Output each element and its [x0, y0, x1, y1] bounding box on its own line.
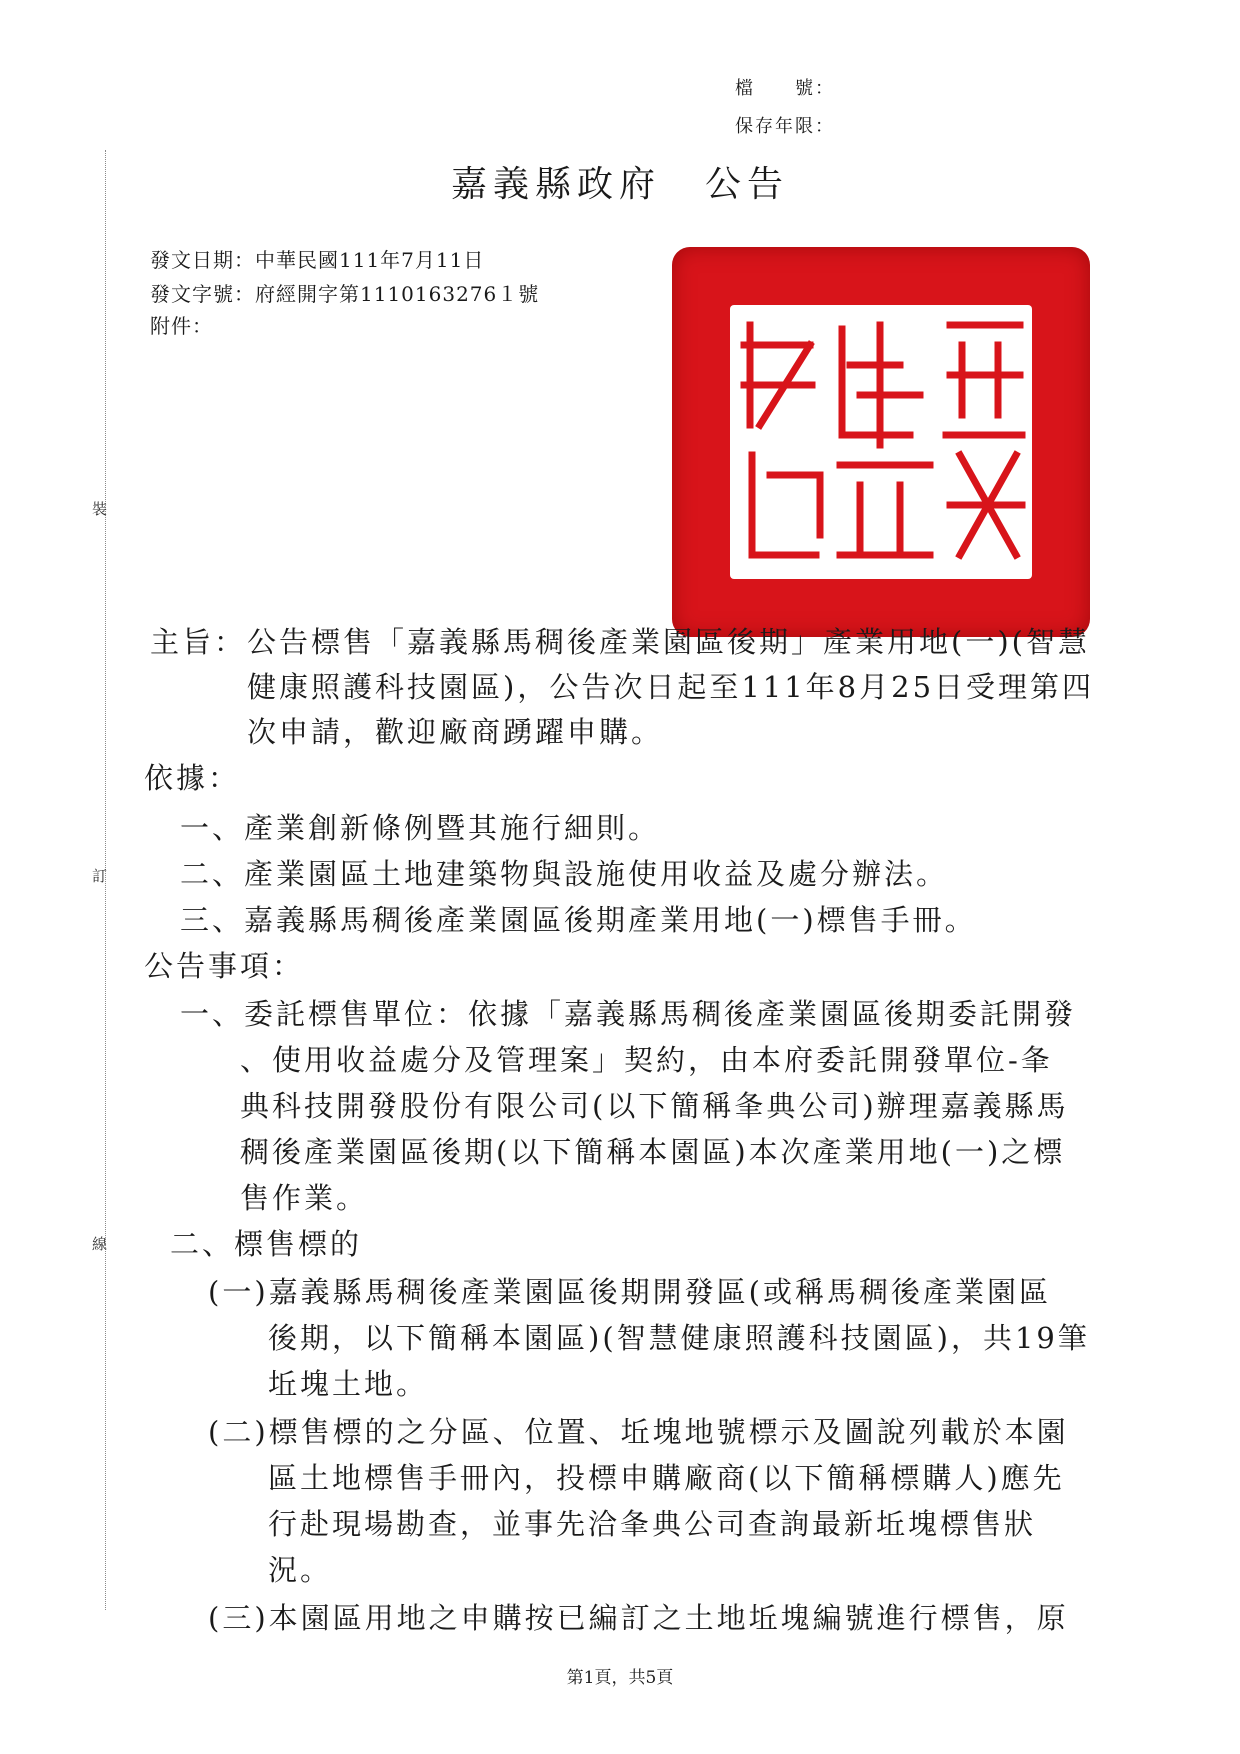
basis-item-3: 三、嘉義縣馬稠後產業園區後期產業用地(一)標售手冊。: [180, 903, 977, 937]
notice-item-1-line-2: 典科技開發股份有限公司(以下簡稱夆典公司)辦理嘉義縣馬: [240, 1089, 1069, 1123]
agency-name: 嘉義縣政府: [450, 164, 661, 205]
notice-item-2-sub-1-line-2: 坵塊土地。: [268, 1367, 429, 1401]
notice-item-2-head: 二、標售標的: [170, 1227, 363, 1261]
subject-line-2: 健康照護科技園區)，公告次日起至111年8月25日受理第四: [247, 670, 1095, 704]
issue-number-row: [150, 278, 539, 307]
attachment-label: 附件：: [150, 314, 213, 338]
notice-item-1-line-3: 稠後產業園區後期(以下簡稱本園區)本次產業用地(一)之標: [240, 1135, 1066, 1169]
subject-line-1: 公告標售「嘉義縣馬稠後產業園區後期」產業用地(一)(智慧: [247, 625, 1090, 659]
subject-label: 主旨：: [150, 625, 247, 659]
page-number: 第1頁，共5頁: [566, 1668, 674, 1688]
subject-line-3: 次申請，歡迎廠商踴躍申購。: [247, 715, 664, 749]
notice-item-2-sub-2-head: (二)標售標的之分區、位置、坵塊地號標示及圖說列載於本園: [208, 1415, 1069, 1449]
notice-item-2-sub-2-line-1: 區土地標售手冊內，投標申購廠商(以下簡稱標購人)應先: [268, 1461, 1065, 1495]
issue-date-row: [150, 244, 484, 273]
issue-date-value: 中華民國111年7月11日: [255, 248, 485, 272]
attachment-row: [150, 310, 213, 339]
retention-period-label: 保存年限：: [735, 116, 835, 137]
issue-number-label: 發文字號：: [150, 282, 255, 306]
document-title: [0, 156, 1240, 207]
basis-item-2: 二、產業園區土地建築物與設施使用收益及處分辦法。: [180, 857, 949, 891]
binding-mark-ding: 訂: [92, 867, 108, 885]
notice-item-1-head: 一、委託標售單位：依據「嘉義縣馬稠後產業園區後期委託開發: [180, 997, 1077, 1031]
notice-item-1-line-1: 、使用收益處分及管理案」契約，由本府委託開發單位-夆: [240, 1043, 1053, 1077]
basis-label: 依據：: [144, 761, 241, 795]
file-number-label: 檔 號：: [735, 78, 835, 99]
issue-date-label: 發文日期：: [150, 248, 255, 272]
notice-item-2-sub-1-head: (一)嘉義縣馬稠後產業園區後期開發區(或稱馬稠後產業園區: [208, 1275, 1051, 1309]
notice-item-2-sub-1-line-1: 後期，以下簡稱本園區)(智慧健康照護科技園區)，共19筆: [268, 1321, 1090, 1355]
issue-number-value: 府經開字第1110163276１號: [255, 282, 540, 306]
binding-mark-zhuang: 裝: [92, 500, 108, 518]
notice-item-2-sub-2-line-3: 況。: [268, 1553, 333, 1587]
binding-mark-xian: 線: [92, 1235, 108, 1253]
seal-glyphs: [730, 305, 1032, 579]
notice-item-2-sub-3-head: (三)本園區用地之申購按已編訂之土地坵塊編號進行標售，原: [208, 1601, 1069, 1635]
official-seal: [672, 247, 1090, 637]
doc-type: 公告: [705, 164, 790, 205]
notice-item-2-sub-2-line-2: 行赴現場勘查，並事先洽夆典公司查詢最新坵塊標售狀: [268, 1507, 1037, 1541]
notice-label: 公告事項：: [144, 949, 305, 983]
basis-item-1: 一、產業創新條例暨其施行細則。: [180, 811, 661, 845]
notice-item-1-line-4: 售作業。: [240, 1181, 369, 1215]
